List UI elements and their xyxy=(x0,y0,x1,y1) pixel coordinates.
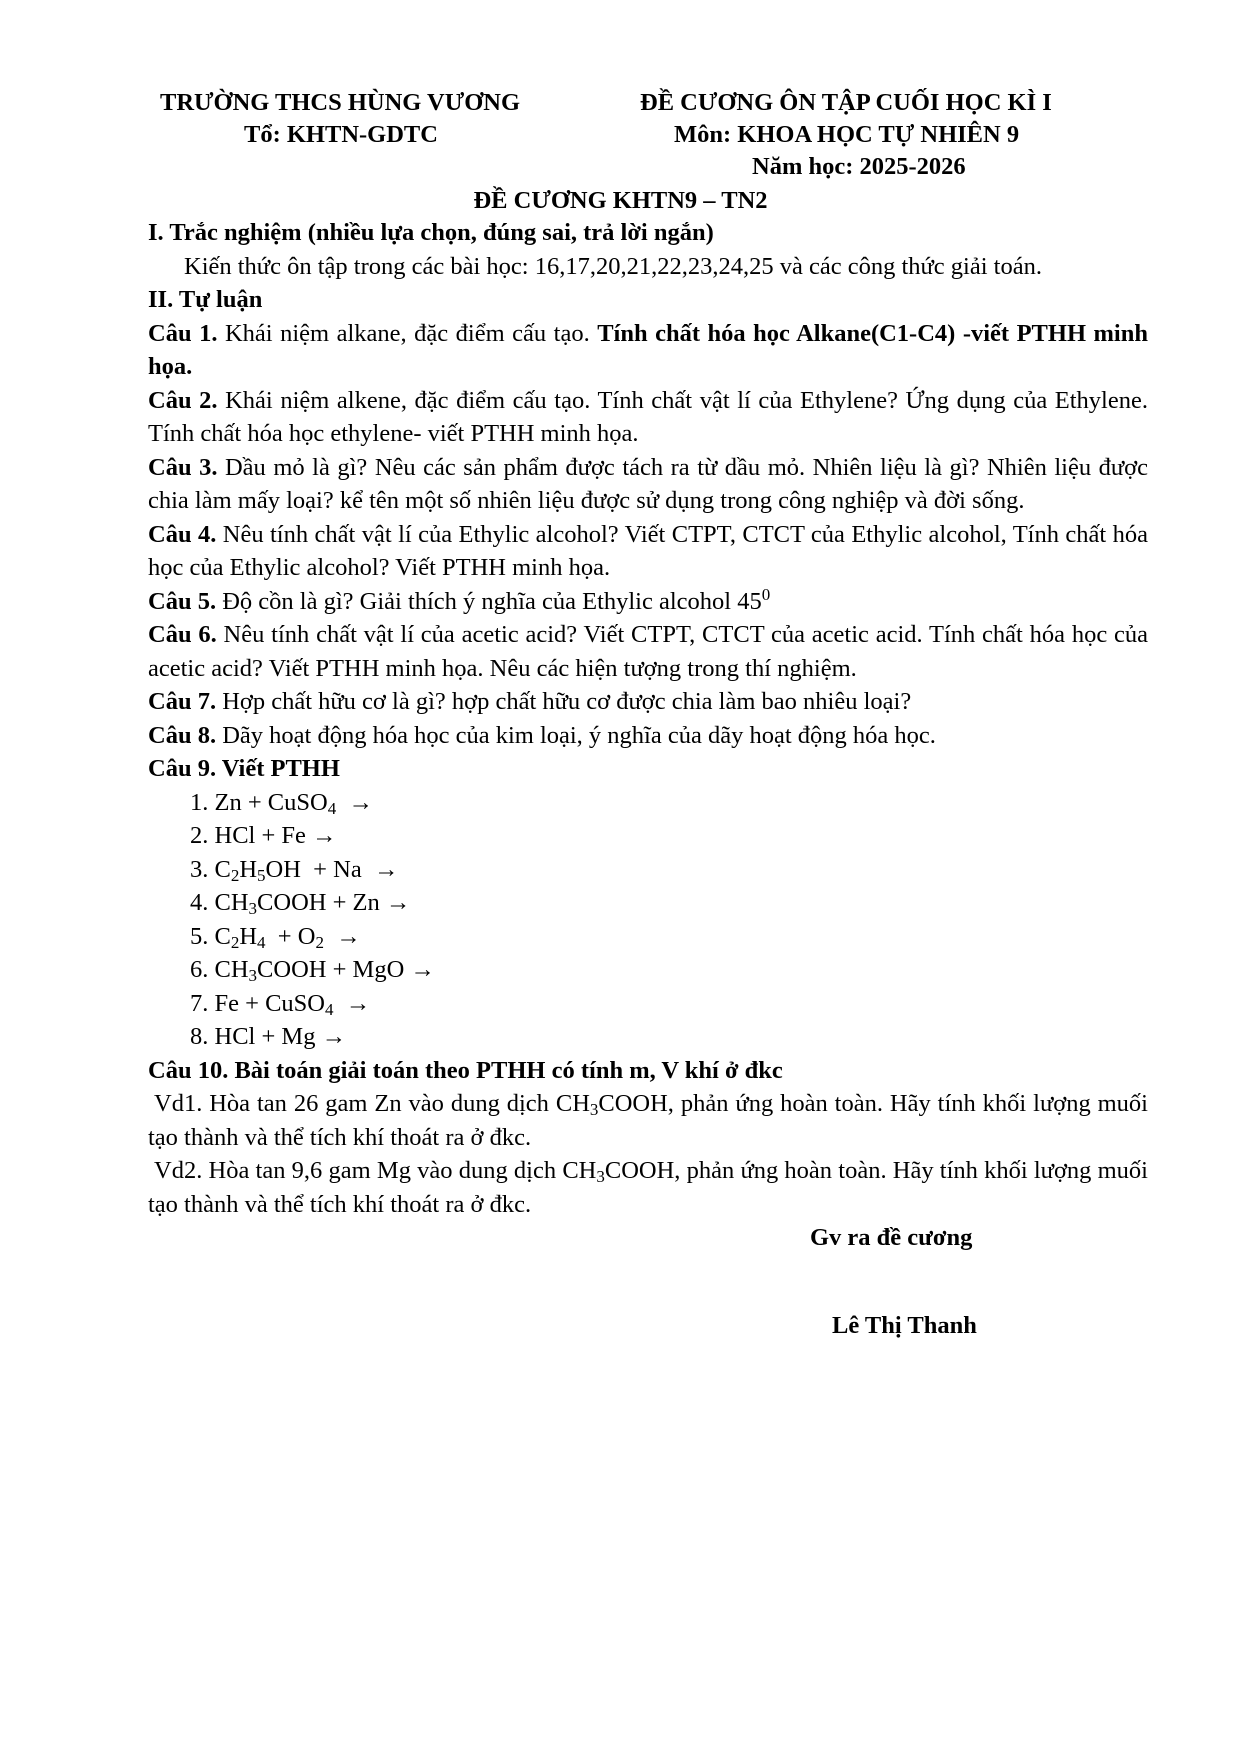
question-label: Câu 8. xyxy=(148,721,217,749)
example-2 xyxy=(148,1154,1148,1221)
question-text: Hợp chất hữu cơ là gì? hợp chất hữu cơ được chia làm bao nhiêu loại? xyxy=(216,688,912,715)
section-1-text: Kiến thức ôn tập trong các bài học: 16,17,20,21,22,23,24,25 và các công thức giải toán. xyxy=(184,252,1042,280)
subject-line: Môn: KHOA HỌC TỰ NHIÊN 9 xyxy=(674,121,1020,148)
question-text: Độ cồn là gì? Giải thích ý nghĩa của Ethylic alcohol 45 xyxy=(216,587,762,615)
question-7 xyxy=(148,685,1148,719)
signature-name: Lê Thị Thanh xyxy=(832,1311,977,1339)
document-title: ĐỀ CƯƠNG KHTN9 – TN2 xyxy=(473,187,768,214)
equation-7 xyxy=(148,987,1148,1021)
question-4 xyxy=(148,518,1148,585)
school-year: Năm học: 2025-2026 xyxy=(752,153,966,180)
question-5 xyxy=(148,585,1148,619)
exam-title: ĐỀ CƯƠNG ÔN TẬP CUỐI HỌC KÌ I xyxy=(640,89,1052,116)
eq-part: 4. CH xyxy=(190,889,249,916)
equation-5 xyxy=(148,920,1148,954)
example-1 xyxy=(148,1087,1148,1154)
eq-part: + O xyxy=(265,922,316,950)
eq-part: COOH + MgO → xyxy=(257,956,435,983)
document-body xyxy=(148,216,1148,1342)
question-label: Câu 5. xyxy=(148,587,217,615)
question-text: Dầu mỏ là gì? Nêu các sản phẩm được tách ra từ dầu mỏ. Nhiên liệu là gì? Nhiên liệu được chia làm mấy loại? kể tên một số nhiên liệu được sử dụng trong công nghiệp và đời sống. xyxy=(148,453,1148,514)
question-label: Câu 3. xyxy=(148,453,218,481)
question-label: Câu 7. xyxy=(148,688,217,715)
eq-part: → xyxy=(323,922,361,950)
equation-3 xyxy=(148,853,1148,887)
question-6 xyxy=(148,618,1148,685)
eq-subscript: 3 xyxy=(248,899,258,918)
question-bold-text: Tính chất hóa học Alkane(C1-C4) -viết PTHH minh họa. xyxy=(148,319,1148,380)
question-2 xyxy=(148,384,1148,451)
eq-part: 1. Zn + CuSO xyxy=(190,788,328,816)
degree-superscript: 0 xyxy=(761,584,771,604)
question-1 xyxy=(148,317,1148,384)
eq-subscript: 2 xyxy=(315,932,324,952)
eq-part: 8. HCl + Mg → xyxy=(190,1023,347,1050)
eq-part: 5. C xyxy=(190,922,231,950)
question-label: Câu 4. xyxy=(148,520,217,548)
eq-subscript: 4 xyxy=(327,798,337,818)
department-name: Tổ: KHTN-GDTC xyxy=(244,121,438,148)
eq-part: COOH + Zn → xyxy=(257,889,411,916)
eq-part: OH + Na → xyxy=(265,855,399,883)
eq-subscript: 4 xyxy=(324,999,334,1019)
example-subscript: 3 xyxy=(596,1167,605,1186)
example-text: COOH, phản ứng hoàn toàn. Hãy tính khối lượng muối tạo thành và thể tích khí thoát ra ở đkc. xyxy=(148,1090,1148,1151)
example-text: Vd1. Hòa tan 26 gam Zn vào dung dịch CH xyxy=(154,1090,590,1117)
signature-role: Gv ra đề cương xyxy=(810,1224,973,1251)
equation-1 xyxy=(148,786,1148,820)
question-label: Câu 2. xyxy=(148,386,218,414)
question-label: Câu 6. xyxy=(148,621,217,648)
eq-subscript: 2 xyxy=(230,932,240,952)
eq-part: H xyxy=(239,922,258,950)
section-1-heading: I. Trắc nghiệm (nhiều lựa chọn, đúng sai, trả lời ngắn) xyxy=(148,219,714,246)
equation-6 xyxy=(148,953,1148,987)
question-text: Nêu tính chất vật lí của acetic acid? Viết CTPT, CTCT của acetic acid. Tính chất hóa học của acetic acid? Viết PTHH minh họa. Nêu các hiện tượng trong thí nghiệm. xyxy=(148,621,1148,682)
eq-subscript: 2 xyxy=(230,865,240,885)
question-text: Khái niệm alkane, đặc điểm cấu tạo. xyxy=(217,319,598,347)
school-name: TRƯỜNG THCS HÙNG VƯƠNG xyxy=(160,89,521,116)
question-label: Câu 1. xyxy=(148,319,218,347)
section-2-heading: II. Tự luận xyxy=(148,286,263,313)
eq-part: 2. HCl + Fe → xyxy=(190,822,337,849)
equation-2 xyxy=(148,819,1148,853)
question-text: Khái niệm alkene, đặc điểm cấu tạo. Tính chất vật lí của Ethylene? Ứng dụng của Ethylene. Tính chất hóa học ethylene- viết PTHH minh họa. xyxy=(148,386,1148,447)
eq-subscript: 4 xyxy=(257,932,266,952)
eq-part: → xyxy=(336,788,373,816)
example-text: COOH, phản ứng hoàn toàn. Hãy tính khối lượng muối tạo thành và thể tích khí thoát ra ở đkc. xyxy=(148,1157,1148,1218)
question-text: Nêu tính chất vật lí của Ethylic alcohol? Viết CTPT, CTCT của Ethylic alcohol, Tính chất hóa học của Ethylic alcohol? Viết PTHH minh họa. xyxy=(148,520,1148,581)
eq-part: H xyxy=(239,855,258,883)
eq-part: 3. C xyxy=(190,855,231,883)
eq-part: → xyxy=(333,989,371,1017)
example-subscript: 3 xyxy=(589,1100,599,1119)
question-9: Câu 9. Viết PTHH xyxy=(148,755,340,782)
eq-subscript: 5 xyxy=(257,865,266,885)
question-10: Câu 10. Bài toán giải toán theo PTHH có tính m, V khí ở đkc xyxy=(148,1056,783,1084)
example-text: Vd2. Hòa tan 9,6 gam Mg vào dung dịch CH xyxy=(154,1157,597,1184)
question-8 xyxy=(148,719,1148,753)
question-text: Dãy hoạt động hóa học của kim loại, ý nghĩa của dãy hoạt động hóa học. xyxy=(216,721,936,749)
equation-8 xyxy=(148,1020,1148,1054)
question-3 xyxy=(148,451,1148,518)
eq-subscript: 3 xyxy=(248,966,258,985)
eq-part: 7. Fe + CuSO xyxy=(190,989,325,1017)
equation-4 xyxy=(148,886,1148,920)
eq-part: 6. CH xyxy=(190,956,249,983)
